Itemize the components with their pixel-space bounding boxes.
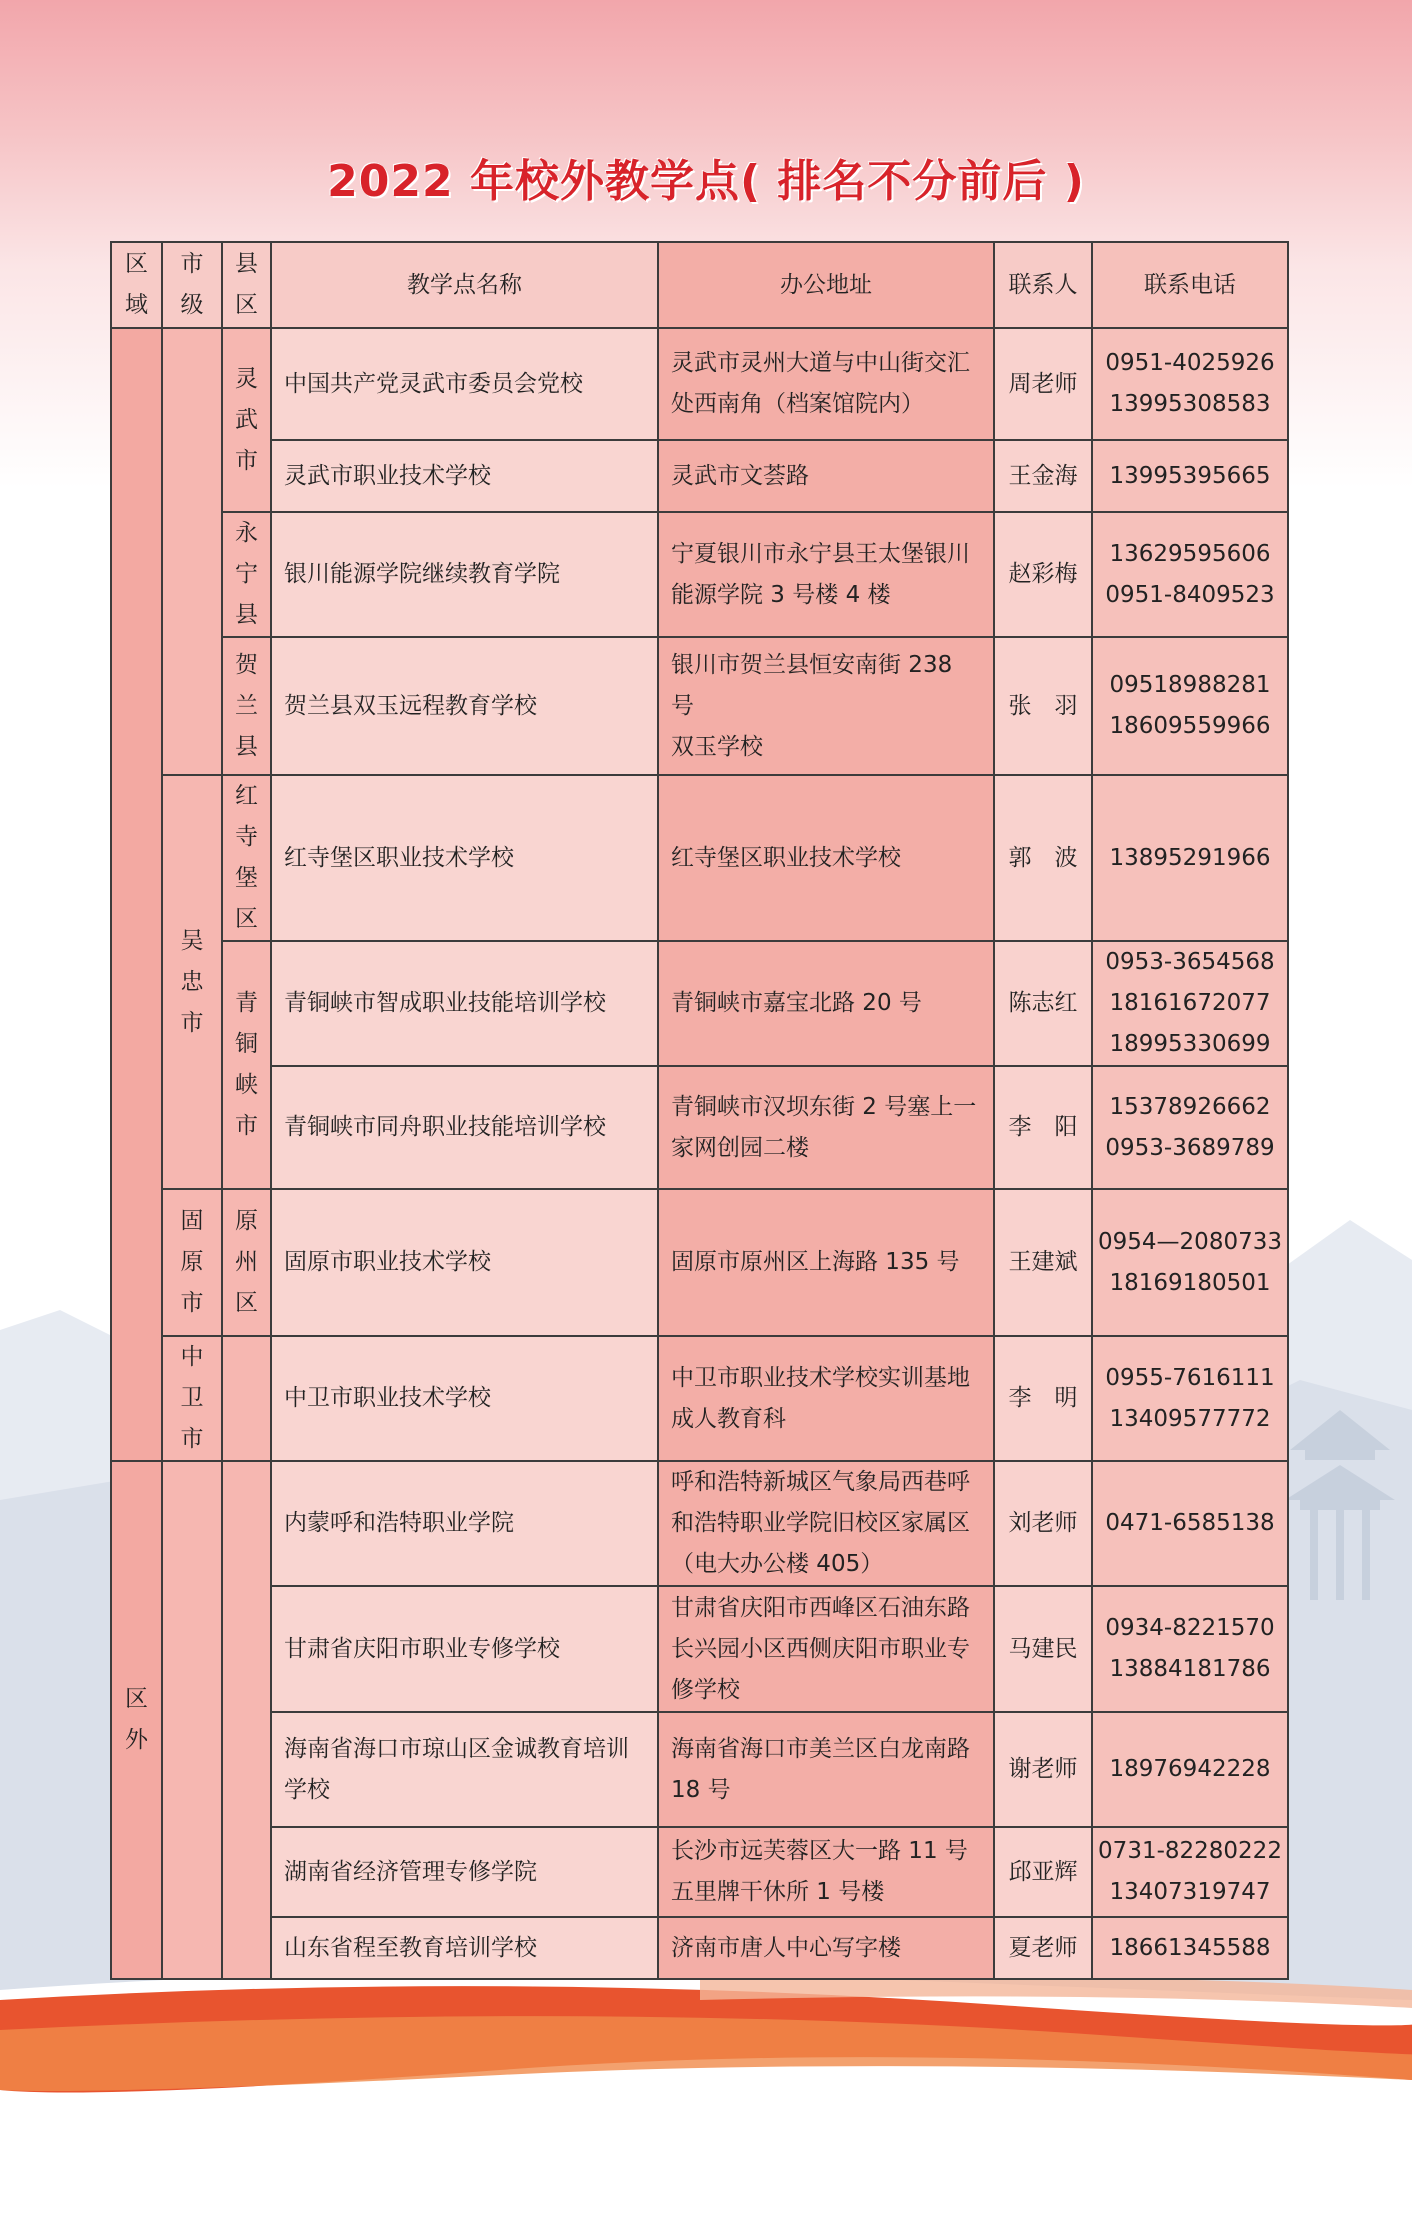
contact-phone: 13995395665 — [1092, 440, 1288, 512]
contact-phone: 0953-3654568 18161672077 18995330699 — [1092, 941, 1288, 1066]
city-cell-out — [162, 1461, 222, 1979]
table-row — [111, 775, 1288, 941]
header-region: 区域 — [111, 242, 162, 328]
contact-phone: 0951-4025926 13995308583 — [1092, 328, 1288, 440]
table-row — [111, 1461, 1288, 1586]
contact-person: 郭 波 — [994, 775, 1092, 941]
contact-person: 张 羽 — [994, 637, 1092, 775]
city-cell — [162, 328, 222, 775]
contact-phone: 0954—2080733 18169180501 — [1092, 1189, 1288, 1336]
header-name: 教学点名称 — [271, 242, 658, 328]
contact-phone: 0934-8221570 13884181786 — [1092, 1586, 1288, 1712]
school-address: 甘肃省庆阳市西峰区石油东路 长兴园小区西侧庆阳市职业专 修学校 — [658, 1586, 994, 1712]
school-address: 灵武市文荟路 — [658, 440, 994, 512]
school-address: 银川市贺兰县恒安南街 238 号 双玉学校 — [658, 637, 994, 775]
table-row — [111, 1336, 1288, 1461]
contact-person: 马建民 — [994, 1586, 1092, 1712]
contact-person: 周老师 — [994, 328, 1092, 440]
header-address: 办公地址 — [658, 242, 994, 328]
contact-phone: 09518988281 18609559966 — [1092, 637, 1288, 775]
table-row — [111, 328, 1288, 440]
header-phone: 联系电话 — [1092, 242, 1288, 328]
county-cell-qingtongxia: 青铜峡市 — [222, 941, 271, 1189]
teaching-points-table — [110, 241, 1289, 1980]
header-city: 市级 — [162, 242, 222, 328]
school-name: 湖南省经济管理专修学院 — [271, 1827, 658, 1917]
county-cell-yuanzhou: 原州区 — [222, 1189, 271, 1336]
contact-phone: 13895291966 — [1092, 775, 1288, 941]
county-cell-lingwu: 灵武市 — [222, 328, 271, 512]
school-address: 青铜峡市汉坝东街 2 号塞上一 家网创园二楼 — [658, 1066, 994, 1189]
school-name: 甘肃省庆阳市职业专修学校 — [271, 1586, 658, 1712]
school-name: 固原市职业技术学校 — [271, 1189, 658, 1336]
table-row — [111, 1917, 1288, 1979]
region-cell-out: 区外 — [111, 1461, 162, 1979]
table-row — [111, 1827, 1288, 1917]
contact-phone: 0955-7616111 13409577772 — [1092, 1336, 1288, 1461]
contact-person: 赵彩梅 — [994, 512, 1092, 637]
school-name: 灵武市职业技术学校 — [271, 440, 658, 512]
school-address: 海南省海口市美兰区白龙南路 18 号 — [658, 1712, 994, 1827]
school-name: 中卫市职业技术学校 — [271, 1336, 658, 1461]
city-cell-zhongwei: 中卫市 — [162, 1336, 222, 1461]
school-address: 灵武市灵州大道与中山街交汇 处西南角（档案馆院内） — [658, 328, 994, 440]
contact-person: 夏老师 — [994, 1917, 1092, 1979]
contact-phone: 0471-6585138 — [1092, 1461, 1288, 1586]
contact-person: 谢老师 — [994, 1712, 1092, 1827]
header-contact: 联系人 — [994, 242, 1092, 328]
contact-person: 邱亚辉 — [994, 1827, 1092, 1917]
school-address: 青铜峡市嘉宝北路 20 号 — [658, 941, 994, 1066]
school-address: 济南市唐人中心写字楼 — [658, 1917, 994, 1979]
city-cell-wuzhong: 吴忠市 — [162, 775, 222, 1189]
county-cell-empty — [222, 1336, 271, 1461]
region-cell — [111, 328, 162, 1461]
school-name: 贺兰县双玉远程教育学校 — [271, 637, 658, 775]
contact-phone: 15378926662 0953-3689789 — [1092, 1066, 1288, 1189]
contact-phone: 0731-82280222 13407319747 — [1092, 1827, 1288, 1917]
school-name: 山东省程至教育培训学校 — [271, 1917, 658, 1979]
county-cell-yongning: 永宁县 — [222, 512, 271, 637]
school-address: 长沙市远芙蓉区大一路 11 号 五里牌干休所 1 号楼 — [658, 1827, 994, 1917]
table-row — [111, 1712, 1288, 1827]
contact-person: 陈志红 — [994, 941, 1092, 1066]
contact-phone: 13629595606 0951-8409523 — [1092, 512, 1288, 637]
table-row — [111, 1066, 1288, 1189]
table-row — [111, 941, 1288, 1066]
contact-person: 王建斌 — [994, 1189, 1092, 1336]
school-address: 中卫市职业技术学校实训基地 成人教育科 — [658, 1336, 994, 1461]
county-cell-out — [222, 1461, 271, 1979]
bottom-wave-decoration — [0, 1960, 1412, 2218]
school-name: 青铜峡市同舟职业技能培训学校 — [271, 1066, 658, 1189]
school-address: 固原市原州区上海路 135 号 — [658, 1189, 994, 1336]
table-row — [111, 512, 1288, 637]
school-address: 宁夏银川市永宁县王太堡银川 能源学院 3 号楼 4 楼 — [658, 512, 994, 637]
county-cell-helan: 贺兰县 — [222, 637, 271, 775]
header-county: 县区 — [222, 242, 271, 328]
contact-phone: 18661345588 — [1092, 1917, 1288, 1979]
school-name: 中国共产党灵武市委员会党校 — [271, 328, 658, 440]
school-address: 呼和浩特新城区气象局西巷呼 和浩特职业学院旧校区家属区 （电大办公楼 405） — [658, 1461, 994, 1586]
school-name: 银川能源学院继续教育学院 — [271, 512, 658, 637]
city-cell-guyuan: 固原市 — [162, 1189, 222, 1336]
page-title: 2022 年校外教学点( 排名不分前后 ) — [327, 156, 1085, 207]
contact-phone: 18976942228 — [1092, 1712, 1288, 1827]
school-name: 青铜峡市智成职业技能培训学校 — [271, 941, 658, 1066]
school-name: 内蒙呼和浩特职业学院 — [271, 1461, 658, 1586]
contact-person: 刘老师 — [994, 1461, 1092, 1586]
table-row — [111, 1189, 1288, 1336]
header-row — [111, 242, 1288, 328]
table-row — [111, 1586, 1288, 1712]
contact-person: 李 阳 — [994, 1066, 1092, 1189]
school-name: 红寺堡区职业技术学校 — [271, 775, 658, 941]
table-row — [111, 440, 1288, 512]
school-address: 红寺堡区职业技术学校 — [658, 775, 994, 941]
county-cell-hongsibao: 红寺堡区 — [222, 775, 271, 941]
contact-person: 王金海 — [994, 440, 1092, 512]
school-name: 海南省海口市琼山区金诚教育培训 学校 — [271, 1712, 658, 1827]
contact-person: 李 明 — [994, 1336, 1092, 1461]
table-row — [111, 637, 1288, 775]
